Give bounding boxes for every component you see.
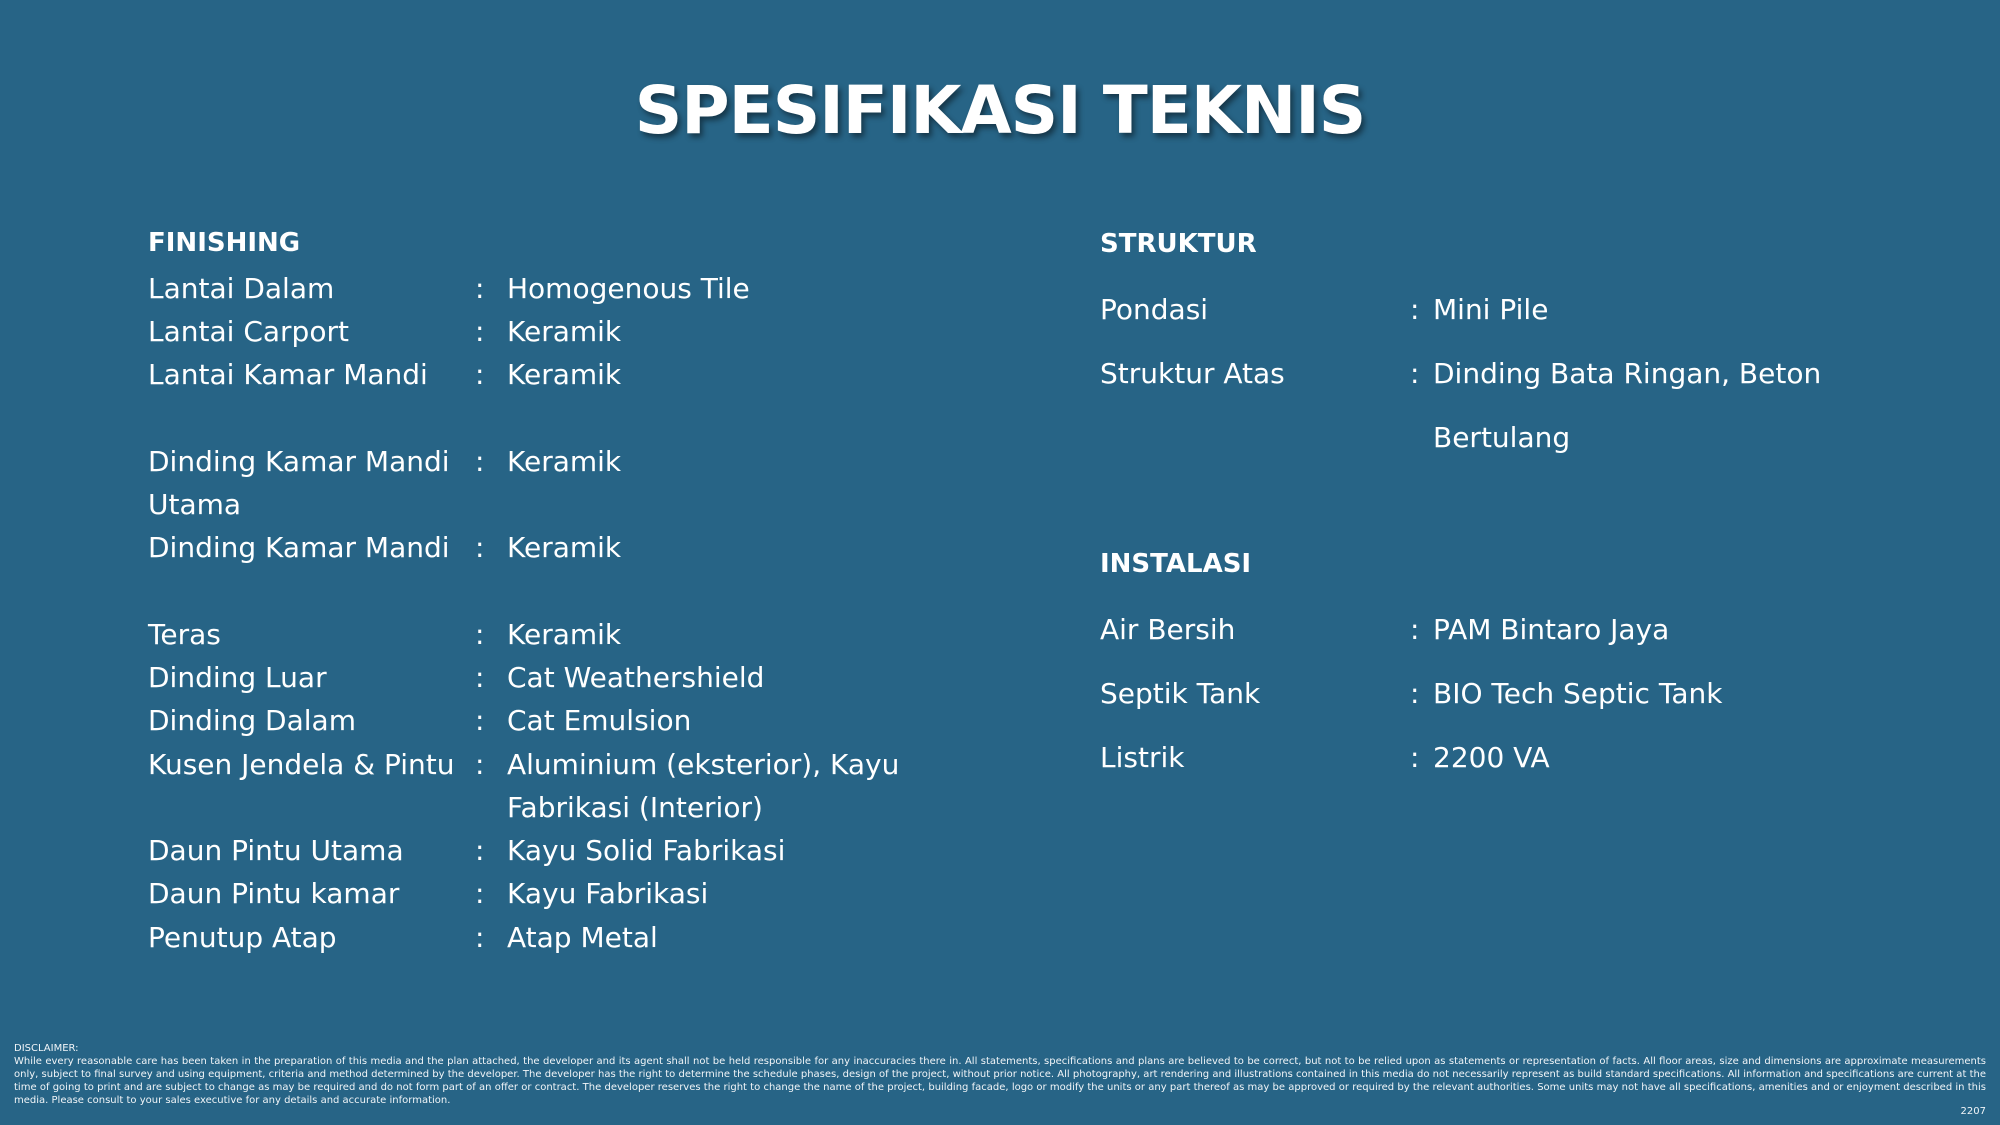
struktur-row-pondasi: [1100, 278, 1853, 342]
spec-separator: :: [475, 618, 485, 651]
disclaimer-heading: DISCLAIMER:: [14, 1043, 79, 1054]
spec-label: Lantai Carport: [148, 315, 349, 348]
spec-value: Keramik: [507, 445, 622, 478]
finishing-row-dinding-dalam: [148, 699, 927, 742]
spec-separator: :: [1410, 293, 1420, 326]
spec-value: Cat Emulsion: [507, 704, 692, 737]
spec-label: Dinding Kamar Mandi: [148, 531, 450, 564]
spec-separator: :: [475, 748, 485, 781]
spec-separator: :: [475, 921, 485, 954]
finishing-heading: FINISHING: [148, 228, 301, 258]
spec-label: Lantai Kamar Mandi: [148, 358, 428, 391]
spec-value: Cat Weathershield: [507, 661, 765, 694]
struktur-heading: STRUKTUR: [1100, 229, 1257, 259]
spec-separator: :: [475, 704, 485, 737]
finishing-row-daun-pintu-kamar: [148, 872, 927, 915]
spec-separator: :: [475, 877, 485, 910]
spec-value: 2200 VA: [1433, 741, 1550, 774]
spec-value: BIO Tech Septic Tank: [1433, 677, 1723, 710]
spec-label: Daun Pintu kamar: [148, 877, 400, 910]
spec-value: Keramik: [507, 618, 622, 651]
spec-separator: :: [1410, 613, 1420, 646]
spec-label: Penutup Atap: [148, 921, 337, 954]
instalasi-row-listrik: [1100, 726, 1853, 790]
finishing-row-dinding-kamar-mandi-utama: [148, 440, 927, 526]
spec-value: Kayu Solid Fabrikasi: [507, 834, 786, 867]
spec-value: Homogenous Tile: [507, 272, 750, 305]
finishing-row-dinding-kamar-mandi: [148, 526, 927, 569]
spec-value: Dinding Bata Ringan, Beton Bertulang: [1433, 357, 1822, 454]
spec-separator: :: [1410, 741, 1420, 774]
spec-value: Mini Pile: [1433, 293, 1549, 326]
spec-label: Dinding Kamar Mandi Utama: [148, 445, 450, 521]
spec-separator: :: [475, 834, 485, 867]
spec-label: Listrik: [1100, 741, 1185, 774]
instalasi-row-septik-tank: [1100, 662, 1853, 726]
spec-label: Air Bersih: [1100, 613, 1236, 646]
spec-label: Struktur Atas: [1100, 357, 1285, 390]
spec-label: Dinding Luar: [148, 661, 327, 694]
page-title: SPESIFIKASI TEKNIS: [634, 72, 1366, 149]
finishing-row-teras: [148, 613, 927, 656]
finishing-row-kusen-jendela-pintu: [148, 743, 927, 829]
finishing-row-daun-pintu-utama: [148, 829, 927, 872]
spec-separator: :: [1410, 677, 1420, 710]
spec-label: Kusen Jendela & Pintu: [148, 748, 455, 781]
spec-value: PAM Bintaro Jaya: [1433, 613, 1670, 646]
spec-separator: :: [475, 661, 485, 694]
spec-label: Pondasi: [1100, 293, 1209, 326]
page-number: 2207: [1960, 1106, 1986, 1117]
spec-label: Septik Tank: [1100, 677, 1261, 710]
spec-separator: :: [475, 315, 485, 348]
spec-separator: :: [475, 445, 485, 478]
finishing-row-lantai-kamar-mandi: [148, 353, 927, 396]
finishing-row-penutup-atap: [148, 916, 927, 959]
spec-label: Teras: [148, 618, 221, 651]
spec-separator: :: [475, 272, 485, 305]
finishing-row-lantai-dalam: [148, 267, 927, 310]
spec-label: Daun Pintu Utama: [148, 834, 404, 867]
spec-value: Keramik: [507, 315, 622, 348]
spec-value: Keramik: [507, 531, 622, 564]
disclaimer: [14, 1042, 1986, 1107]
instalasi-row-air-bersih: [1100, 598, 1853, 662]
spec-value: Aluminium (eksterior), Kayu Fabrikasi (Interior): [507, 748, 900, 824]
spec-separator: :: [475, 531, 485, 564]
spec-label: Dinding Dalam: [148, 704, 356, 737]
disclaimer-text: While every reasonable care has been taken in the preparation of this media and the plan attached, the developer and its agent shall not be held responsible for any inaccuracies there in. All statements, specifications and plans are believed to be correct, but not to be relied upon as statements or representation of facts. All floor areas, size and dimensions are approximate measurements only, subject to final survey and using equipment, criteria and method determined by the developer. The developer has the right to determine the schedule phases, design of the project, without prior notice. All photography, art rendering and illustrations contained in this media do not necessarily represent as build standard specifications. All information and specifications are current at the time of going to print and are subject to change as may be required and do not form part of an offer or contract. The developer reserves the right to change the name of the project, building facade, logo or modify the units or any part thereof as may be approved or required by the relevant authorities. Some units may not have all specifications, amenities and or enjoyment described in this media. Please consult to your sales executive for any details and accurate information.: [14, 1056, 1986, 1106]
finishing-row-lantai-carport: [148, 310, 927, 353]
struktur-row-struktur-atas: [1100, 342, 1853, 470]
spec-separator: :: [1410, 357, 1420, 390]
spec-value: Atap Metal: [507, 921, 658, 954]
spec-value: Keramik: [507, 358, 622, 391]
spec-value: Kayu Fabrikasi: [507, 877, 709, 910]
spec-label: Lantai Dalam: [148, 272, 335, 305]
spec-separator: :: [475, 358, 485, 391]
finishing-row-dinding-luar: [148, 656, 927, 699]
instalasi-heading: INSTALASI: [1100, 549, 1252, 579]
